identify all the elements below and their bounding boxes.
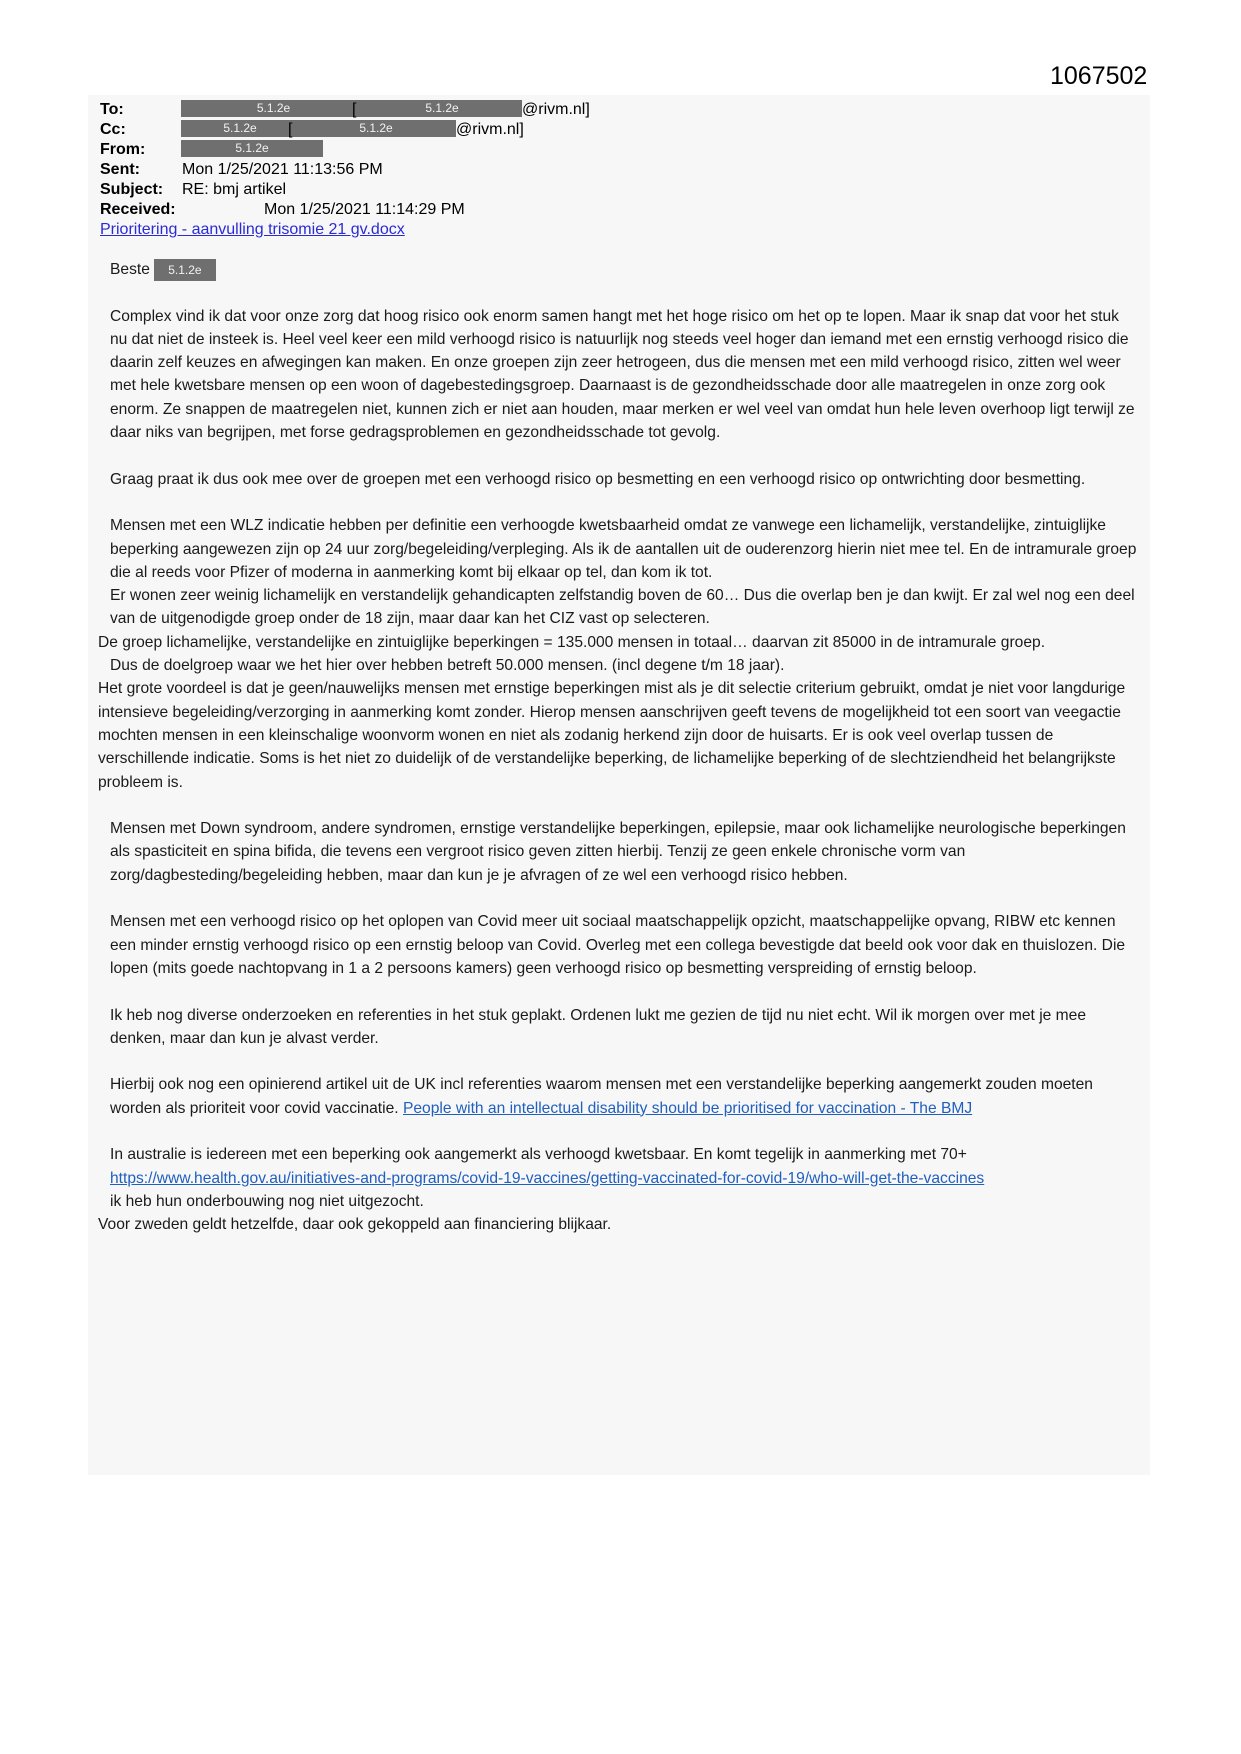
subject-value: RE: bmj artikel <box>182 181 287 198</box>
paragraph: Dus de doelgroep waar we het hier over hebben betreft 50.000 mensen. (incl degene t/m 18 jaar). <box>110 657 785 675</box>
paragraph: Graag praat ik dus ook mee over de groepen met een verhoogd risico op besmetting en een verhoogd risico op ontwrichting door besmetting. <box>110 470 1086 488</box>
paragraph <box>110 1073 1140 1120</box>
paragraph: Complex vind ik dat voor onze zorg dat hoog risico ook enorm samen hangt met het hoge risico om het op te lopen. Maar ik snap dat voor het stuk nu dat niet de insteek is. Heel veel keer een mild verhoogd risico is natuurlijk nog steeds veel hoger dan iemand met een ernstig verhoogd risico die daarin zelf keuzes en afwegingen kan maken. En onze groepen zijn zeer hetrogeen, dus die mensen met een mild verhoogd risico, zitten wel weer met hele kwetsbare mensen op een woon of dagebestedingsgroep. Daarnaast is de gezondheidsschade door alle maatregelen in onze zorg ook enorm. Ze snappen de maatregelen niet, kunnen zich er niet aan houden, maar merken er wel veel van omdat hun hele leven overhoop ligt terwijl ze daar niks van begrijpen, met forse gedragsproblemen en gezondheidsschade tot gevolg. <box>110 307 1135 442</box>
paragraph: Het grote voordeel is dat je geen/nauwelijks mensen met ernstige beperkingen mist als je dit selectie criterium gebruikt, omdat je niet voor langdurige intensieve begeleiding/verzorging in aanmerking komt zonder. Hierop mensen aanschrijven geeft tevens de mogelijkheid tot een soort van veegactie mochten mensen in een kleinschalige woonvorm wonen en niet als zodanig herkend zijn door de huisarts. Er is ook veel overlap tussen de verschillende indicatie. Soms is het niet zo duidelijk of de verstandelijke beperking, de lichamelijke beperking of de slechtziendheid het belangrijkste probleem is. <box>98 680 1126 791</box>
paragraph-text: Hierbij ook nog een opinierend artikel uit de UK incl referenties waarom mensen met een verstandelijke beperking aangemerkt zouden moeten worden als prioriteit voor covid vaccinatie. <box>110 1076 1093 1117</box>
paragraph: De groep lichamelijke, verstandelijke en zintuiglijke beperkingen = 135.000 mensen in totaal… daarvan zit 85000 in de intramurale groep. <box>98 633 1046 651</box>
greeting-line <box>110 258 1140 281</box>
paragraph: In australie is iedereen met een beperking ook aangemerkt als verhoogd kwetsbaar. En komt tegelijk in aanmerking met 70+ <box>110 1146 967 1164</box>
subject-label: Subject: <box>100 181 164 198</box>
paragraph: Mensen met een WLZ indicatie hebben per definitie een verhoogde kwetsbaarheid omdat ze vanwege een lichamelijk, verstandelijke, zintuiglijke beperking aangewezen zijn op 24 uur zorg/begeleiding/verpleging. Als ik de aantallen uit de ouderenzorg hierin niet mee tel. En de intramurale groep die al reeds voor Pfizer of moderna in aanmerking komt bij elkaar op tel, dan kom ik tot. <box>110 517 1137 581</box>
paragraph: Mensen met een verhoogd risico op het oplopen van Covid meer uit sociaal maatschappelijk opzicht, maatschappelijke opvang, RIBW etc kennen een minder ernstig verhoogd risico op een ernstig beloop van Covid. Overleg met een collega bevestigde dat beeld ook voor dak en thuislozen. Die lopen (mits goede nachtopvang in 1 a 2 persoons kamers) geen verhoogd risico op besmetting verspreiding of ernstig beloop. <box>110 913 1126 977</box>
australia-health-link[interactable]: https://www.health.gov.au/initiatives-and-programs/covid-19-vaccines/getting-vaccinated-for-covid-19/who-will-get-the-vaccines <box>110 1169 985 1187</box>
cc-suffix: @rivm.nl] <box>456 121 524 138</box>
paragraph: Er wonen zeer weinig lichamelijk en verstandelijk gehandicapten zelfstandig boven de 60… Dus die overlap ben je dan kwijt. Er zal wel nog een deel van de uitgenodigde groep onder de 18 zijn, maar daar kan het CIZ vast op selecteren. <box>110 587 1135 628</box>
bracket: [ <box>288 121 293 138</box>
greeting: Beste <box>110 261 150 278</box>
to-suffix: @rivm.nl] <box>522 101 590 118</box>
redaction-block: 5.1.2e <box>181 100 366 117</box>
paragraph <box>110 1167 1140 1190</box>
document-number: 1067502 <box>1050 62 1148 90</box>
to-label: To: <box>100 101 124 118</box>
attachment-link[interactable]: Prioritering - aanvulling trisomie 21 gv.docx <box>100 221 405 238</box>
received-value: Mon 1/25/2021 11:14:29 PM <box>264 201 465 218</box>
bracket: [ <box>352 101 357 118</box>
redaction-block: 5.1.2e <box>154 259 215 281</box>
redaction-block: 5.1.2e <box>362 100 522 117</box>
bmj-article-link[interactable]: People with an intellectual disability should be prioritised for vaccination - The BMJ <box>402 1099 973 1117</box>
cc-label: Cc: <box>100 121 126 138</box>
paragraph: Voor zweden geldt hetzelfde, daar ook gekoppeld aan financiering blijkaar. <box>98 1216 612 1234</box>
sent-label: Sent: <box>100 161 140 178</box>
email-body <box>98 258 1140 1236</box>
sent-value: Mon 1/25/2021 11:13:56 PM <box>182 161 383 178</box>
redaction-block: 5.1.2e <box>296 120 456 137</box>
from-label: From: <box>100 141 146 158</box>
paragraph: Mensen met Down syndroom, andere syndromen, ernstige verstandelijke beperkingen, epilepsie, maar ook lichamelijke neurologische beperkingen als spasticiteit en spina bifida, die tevens een vergroot risico geven zitten hierbij. Tenzij ze geen enkele chronische vorm van zorg/dagbesteding/begeleiding hebben, maar dan kun je je afvragen of ze wel een verhoogd risico hebben. <box>110 820 1126 884</box>
redaction-block: 5.1.2e <box>181 140 323 157</box>
paragraph: ik heb hun onderbouwing nog niet uitgezocht. <box>110 1192 424 1210</box>
paragraph: Ik heb nog diverse onderzoeken en referenties in het stuk geplakt. Ordenen lukt me gezien de tijd nu niet echt. Wil ik morgen over met je mee denken, maar dan kun je alvast verder. <box>110 1006 1087 1047</box>
redaction-block: 5.1.2e <box>181 120 299 137</box>
received-label: Received: <box>100 201 176 218</box>
